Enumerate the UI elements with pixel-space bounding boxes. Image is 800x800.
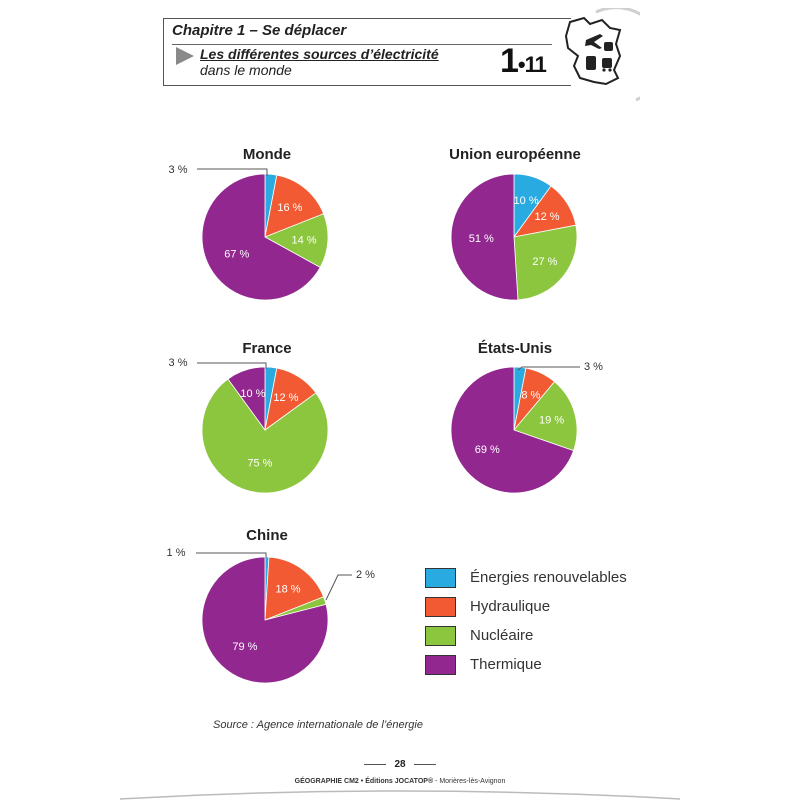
data-label: 12 % [534,211,560,224]
legend-swatch-thermique [425,655,456,675]
legend-item [425,621,627,650]
data-label: 8 % [521,389,541,402]
page-number: 28 [394,759,406,770]
section-number-dot: • [517,52,525,77]
data-label: 51 % [468,233,494,245]
data-label: 18 % [275,583,301,596]
source-note: Source : Agence internationale de l’énergie [213,719,423,731]
footer-curve [120,789,680,800]
data-label: 10 % [513,194,539,207]
footer-book: GÉOGRAPHIE CM2 [294,778,359,785]
legend-label: Thermique [470,656,542,673]
data-label: 3 % [168,357,188,369]
legend-item [425,563,627,592]
data-label: 12 % [273,392,299,404]
page-number-dash-right [414,764,436,765]
legend-label: Hydraulique [470,598,551,615]
pie-title-chine: Chine [246,527,288,544]
page-title-line2: dans le monde [200,62,292,78]
footer-publisher: Éditions JOCATOP [365,778,428,785]
data-label: 79 % [232,640,258,653]
pie-title-france: France [242,340,292,357]
data-label: 2 % [356,569,375,581]
data-label: 3 % [168,164,188,176]
data-label: 14 % [291,234,317,247]
legend [425,563,627,679]
legend-swatch-hydraulique [425,597,456,617]
callout-line [326,575,352,600]
section-number-main: 1 [500,42,518,80]
data-label: 16 % [277,201,303,214]
data-label: 1 % [166,547,186,559]
pie-title-etats-unis: États-Unis [477,340,553,357]
footer-location: - Morières-lès-Avignon [433,778,506,785]
legend-label: Nucléaire [470,627,534,644]
legend-swatch-renouvelables [425,568,456,588]
data-label: 67 % [224,248,250,261]
footer-reg: ® [427,778,434,785]
data-label: 10 % [240,387,266,400]
legend-item [425,650,627,679]
pie-title-ue: Union européenne [449,146,581,163]
legend-label: Énergies renouvelables [470,569,627,586]
footer-credits [0,778,800,785]
data-label: 27 % [532,255,558,268]
data-label: 19 % [539,414,565,427]
page-title-line1: Les différentes sources d’électricité [200,46,439,62]
legend-item [425,592,627,621]
legend-swatch-nucleaire [425,626,456,646]
pie-title-monde: Monde [242,146,292,163]
data-label: 3 % [584,361,603,373]
section-number-sub: 11 [524,52,546,77]
footer-separator: • [360,778,364,785]
data-label: 75 % [247,457,273,470]
callout-line [196,553,266,558]
chapter-title: Chapitre 1 – Se déplacer [172,22,347,39]
data-label: 69 % [474,444,500,456]
